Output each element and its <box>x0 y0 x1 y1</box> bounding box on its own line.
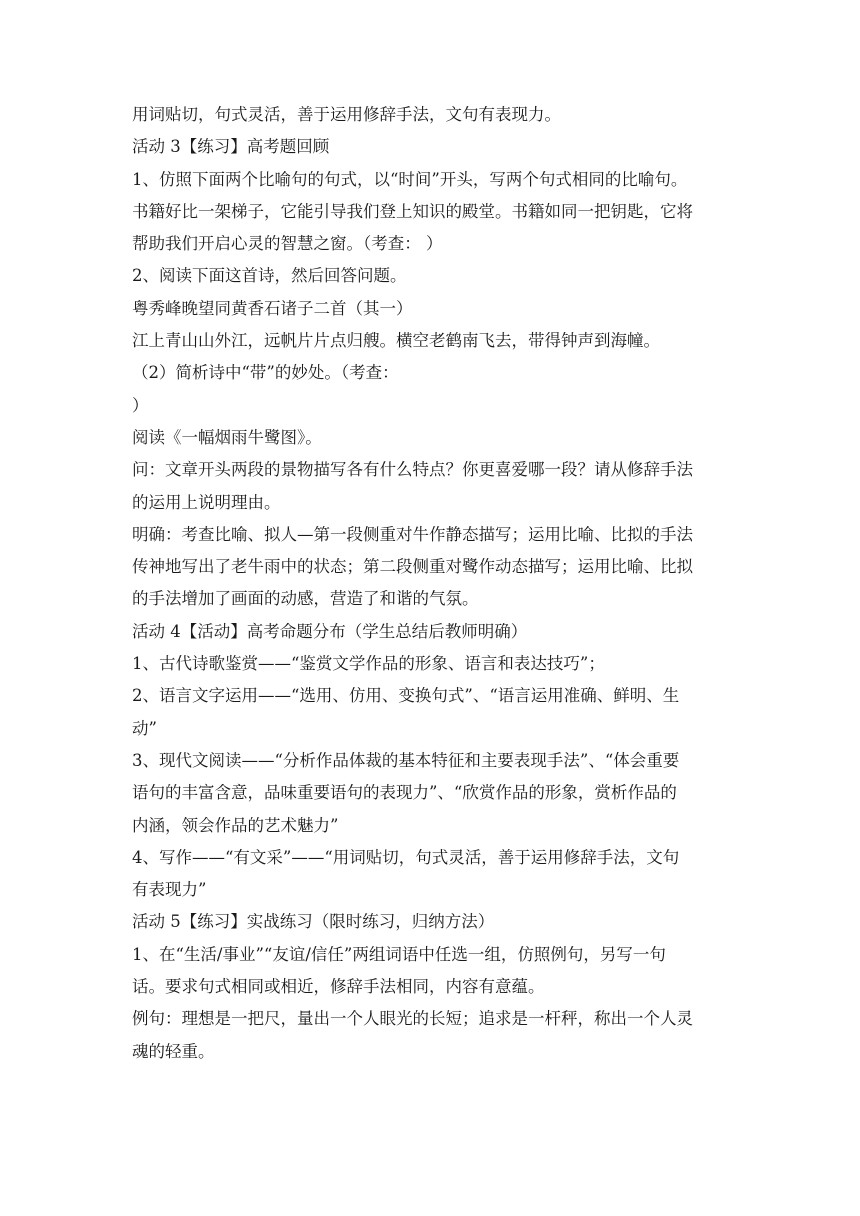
activity-heading: 活动 3【练习】高考题回顾 <box>132 137 330 157</box>
text-line: 有表现力” <box>132 880 207 900</box>
text-line: （2）简析诗中“带”的妙处。（考查： <box>132 363 399 383</box>
text-line: 帮助我们开启心灵的智慧之窗。（考查： ） <box>132 234 443 254</box>
text-line: 的运用上说明理由。 <box>132 492 281 512</box>
text-line: 3、现代文阅读——“分析作品体裁的基本特征和主要表现手法”、“体会重要 <box>132 750 680 770</box>
text-line: 传神地写出了老牛雨中的状态；第二段侧重对鹭作动态描写；运用比喻、比拟 <box>132 557 693 577</box>
document-body <box>132 99 732 1068</box>
poem-text: 江上青山山外江，远帆片片点归艘。横空老鹤南飞去，带得钟声到海幢。 <box>132 331 660 351</box>
text-line: 动” <box>132 718 157 738</box>
text-line: 用词贴切，句式灵活，善于运用修辞手法，文句有表现力。 <box>132 105 561 124</box>
text-line: 1、古代诗歌鉴赏——“鉴赏文学作品的形象、语言和表达技巧”； <box>132 654 605 674</box>
text-line: 4、写作——“有文采”——“用词贴切，句式灵活，善于运用修辞手法，文句 <box>132 847 680 867</box>
text-line: 例句：理想是一把尺，量出一个人眼光的长短；追求是一杆秤，称出一个人灵 <box>132 1009 693 1029</box>
text-line: 问：文章开头两段的景物描写各有什么特点？你更喜爱哪一段？请从修辞手法 <box>132 460 693 480</box>
text-line: 1、在“生活/事业”“友谊/信任”两组词语中任选一组，仿照例句，另写一句 <box>132 944 666 964</box>
text-line: 魂的轻重。 <box>132 1041 215 1061</box>
text-line: 内涵，领会作品的艺术魅力” <box>132 815 339 835</box>
text-line: 的手法增加了画面的动感，营造了和谐的气氛。 <box>132 589 479 609</box>
poem-title: 粤秀峰晚望同黄香石诸子二首（其一） <box>132 298 413 318</box>
text-line: 2、语言文字运用——“选用、仿用、变换句式”、“语言运用准确、鲜明、生 <box>132 686 680 706</box>
activity-heading: 活动 4【活动】高考命题分布（学生总结后教师明确） <box>132 621 528 641</box>
text-line: 明确：考查比喻、拟人—第一段侧重对牛作静态描写；运用比喻、比拟的手法 <box>132 524 693 544</box>
text-line: ） <box>132 395 149 415</box>
text-line: 阅读《一幅烟雨牛鹭图》。 <box>132 427 322 447</box>
text-line: 1、仿照下面两个比喻句的句式，以“时间”开头，写两个句式相同的比喻句。 <box>132 169 688 189</box>
text-line: 2、阅读下面这首诗，然后回答问题。 <box>132 266 407 286</box>
text-line: 语句的丰富含意，品味重要语句的表现力”、“欣赏作品的形象，赏析作品的 <box>132 783 677 803</box>
activity-heading: 活动 5【练习】实战练习（限时练习，归纳方法） <box>132 912 495 932</box>
text-line: 书籍好比一架梯子，它能引导我们登上知识的殿堂。书籍如同一把钥匙，它将 <box>132 201 693 221</box>
text-line: 话。要求句式相同或相近，修辞手法相同，内容有意蕴。 <box>132 977 545 997</box>
